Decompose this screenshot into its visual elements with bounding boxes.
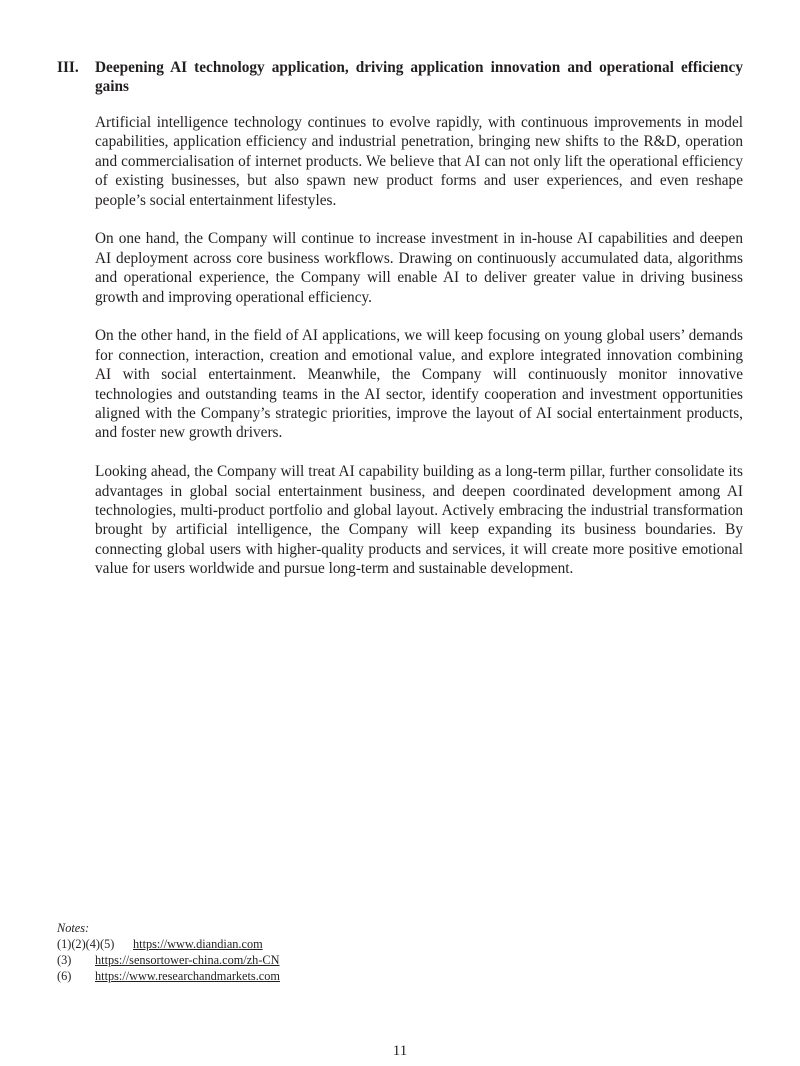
notes-title: Notes: <box>57 921 90 935</box>
note-link[interactable]: https://www.researchandmarkets.com <box>95 969 280 983</box>
note-number: (3) <box>57 953 72 967</box>
paragraph-looking-ahead: Looking ahead, the Company will treat AI capability building as a long-term pillar, further consolidate its advantages in global social entertainment business, and deepen coordinated development among AI technologies, multi-product portfolio and global layout. Actively embracing the industrial transformation brought by artificial intelligence, the Company will keep expanding its business boundaries. By connecting global users with higher-quality products and services, it will create more positive emotional value for users worldwide and pursue long-term and sustainable development. <box>95 463 743 578</box>
section-iii <box>57 58 743 579</box>
section-number: III. <box>57 59 79 76</box>
note-number: (6) <box>57 969 72 983</box>
note-link[interactable]: https://www.diandian.com <box>133 937 263 951</box>
note-link[interactable]: https://sensortower-china.com/zh-CN <box>95 953 280 967</box>
section-title: Deepening AI technology application, driving application innovation and operational efficiency gains <box>95 59 743 95</box>
note-item <box>57 968 280 984</box>
paragraph-ai-applications: On the other hand, in the field of AI applications, we will keep focusing on young global users’ demands for connection, interaction, creation and emotional value, and explore integrated innovation combining AI with social entertainment. Meanwhile, the Company will continuously monitor innovative technologies and outstanding teams in the AI sector, identify cooperation and investment opportunities aligned with the Company’s strategic priorities, improve the layout of AI social entertainment products, and foster new growth drivers. <box>95 327 743 442</box>
note-number: (1)(2)(4)(5) <box>57 937 115 951</box>
section-heading <box>57 58 743 96</box>
section-body <box>95 113 743 579</box>
paragraph-ai-evolution: Artificial intelligence technology continues to evolve rapidly, with continuous improvements in model capabilities, application efficiency and industrial penetration, bringing new shifts to the R&D, operation and commercialisation of internet products. We believe that AI can not only lift the operational efficiency of existing businesses, but also spawn new product forms and user experiences, and even reshape people’s social entertainment lifestyles. <box>95 114 743 209</box>
paragraph-in-house-ai: On one hand, the Company will continue to increase investment in in-house AI capabilities and deepen AI deployment across core business workflows. Drawing on continuously accumulated data, algorithms and operational experience, the Company will enable AI to deliver greater value in driving business growth and improving operational efficiency. <box>95 230 743 306</box>
note-item <box>57 952 280 968</box>
page-number: 11 <box>392 1043 408 1059</box>
note-item <box>57 936 280 952</box>
notes <box>57 920 280 984</box>
